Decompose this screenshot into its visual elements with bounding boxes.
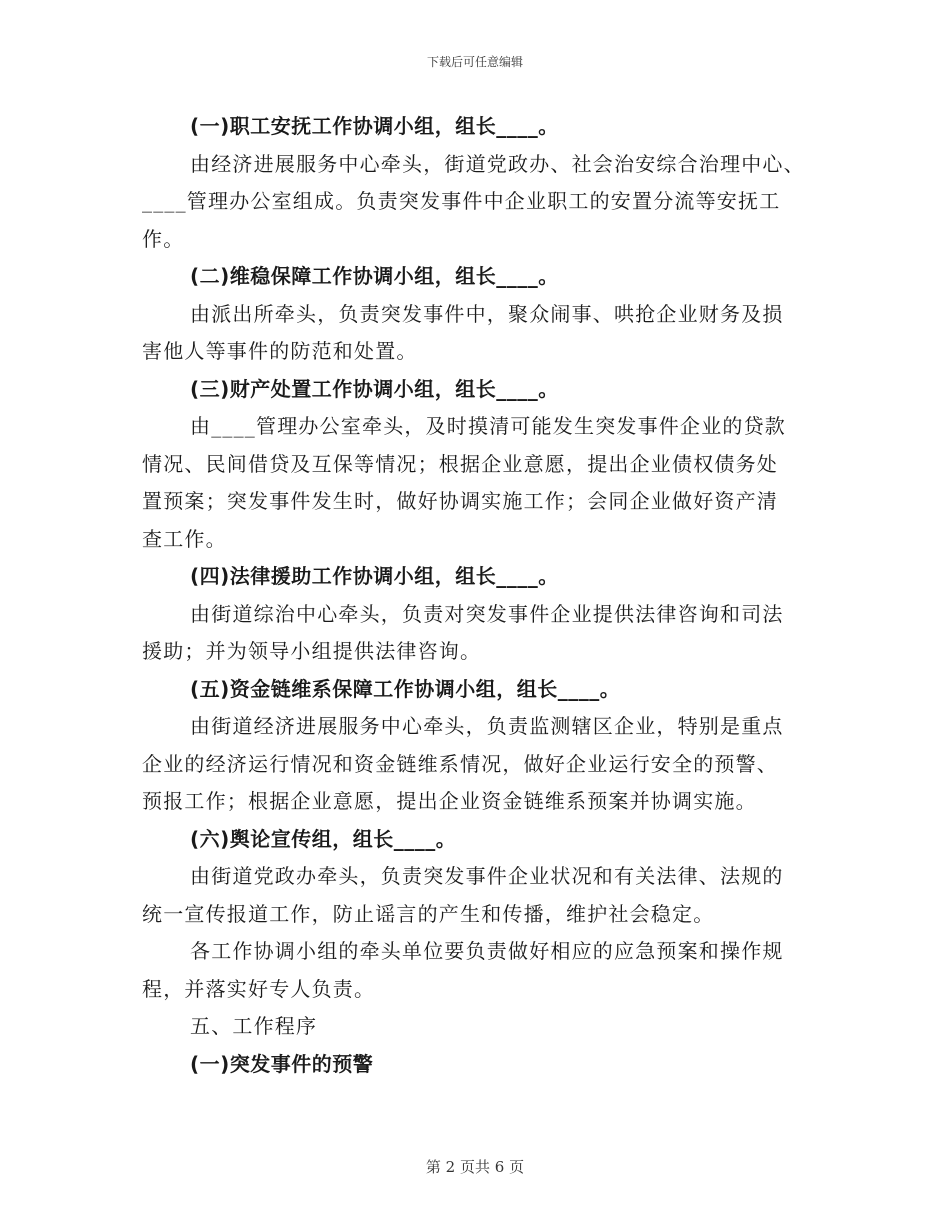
paragraph-line: 预报工作；根据企业意愿，提出企业资金链维系预案并协调实施。 bbox=[142, 789, 757, 813]
section-heading: (五)资金链维系保障工作协调小组，组长____。 bbox=[190, 676, 621, 701]
section-heading: (四)法律援助工作协调小组，组长____。 bbox=[190, 564, 559, 588]
paragraph-line: 企业的经济运行情况和资金链维系情况，做好企业运行安全的预警、 bbox=[142, 751, 778, 776]
paragraph-line: 由街道经济进展服务中心牵头，负责监测辖区企业，特别是重点 bbox=[190, 714, 784, 738]
paragraph-line: 由____管理办公室牵头，及时摸清可能发生突发事件企业的贷款 bbox=[190, 414, 786, 438]
paragraph-line: 五、工作程序 bbox=[190, 1014, 318, 1038]
section-heading: (一)职工安抚工作协调小组，组长____。 bbox=[190, 114, 559, 138]
paragraph-line: 置预案；突发事件发生时，做好协调实施工作；会同企业做好资产清 bbox=[142, 489, 778, 513]
paragraph-line: 统一宣传报道工作，防止谣言的产生和传播，维护社会稳定。 bbox=[142, 901, 715, 926]
paragraph-line: 由街道党政办牵头，负责突发事件企业状况和有关法律、法规的 bbox=[190, 864, 784, 888]
paragraph-line: 查工作。 bbox=[142, 526, 227, 551]
page-header: 下载后可任意编辑 bbox=[426, 55, 523, 69]
paragraph-line: 害他人等事件的防范和处置。 bbox=[142, 339, 418, 363]
document-body bbox=[142, 108, 812, 1083]
section-heading: (二)维稳保障工作协调小组，组长____。 bbox=[190, 264, 559, 288]
section-heading: (一)突发事件的预警 bbox=[190, 1051, 374, 1076]
paragraph-line: 由街道综治中心牵头，负责对突发事件企业提供法律咨询和司法 bbox=[190, 601, 784, 626]
page-footer: 第 2 页共 6 页 bbox=[425, 1158, 525, 1176]
paragraph-line: 各工作协调小组的牵头单位要负责做好相应的应急预案和操作规 bbox=[190, 939, 784, 963]
paragraph-line: 由派出所牵头，负责突发事件中，聚众闹事、哄抢企业财务及损 bbox=[190, 301, 784, 326]
paragraph-line: 情况、民间借贷及互保等情况；根据企业意愿，提出企业债权债务处 bbox=[142, 451, 778, 476]
paragraph-line: 作。 bbox=[142, 226, 185, 251]
section-heading: (三)财产处置工作协调小组，组长____。 bbox=[190, 376, 559, 401]
paragraph-line: 程，并落实好专人负责。 bbox=[142, 976, 376, 1001]
paragraph-line: ____管理办公室组成。负责突发事件中企业职工的安置分流等安抚工 bbox=[142, 189, 781, 213]
paragraph-line: 由经济进展服务中心牵头，街道党政办、社会治安综合治理中心、 bbox=[190, 151, 805, 176]
paragraph-line: 援助；并为领导小组提供法律咨询。 bbox=[142, 639, 482, 663]
section-heading: (六)舆论宣传组，组长____。 bbox=[190, 826, 457, 851]
